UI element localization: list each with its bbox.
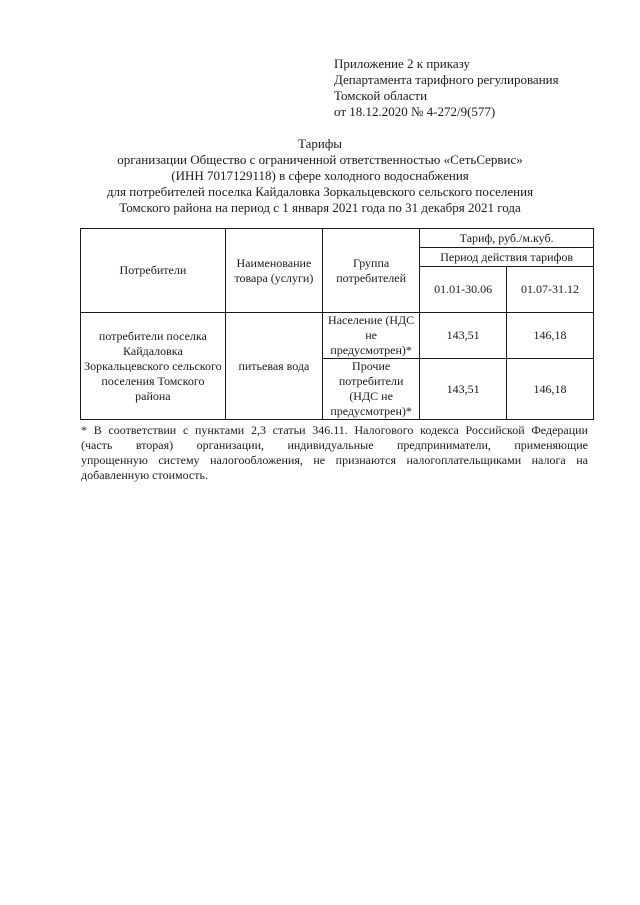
product-cell: питьевая вода: [225, 313, 322, 420]
tariff-value-cell: 143,51: [420, 313, 507, 359]
tariff-table: [80, 228, 594, 420]
group-cell: Прочие потребители (НДС не предусмотрен)*: [323, 359, 420, 420]
tariff-value-cell: 146,18: [507, 313, 594, 359]
consumer-cell: потребители поселка Кайдаловка Зоркальцевского сельского поселения Томского района: [81, 313, 226, 420]
header-tariff: Тариф, руб./м.куб.: [420, 229, 594, 248]
footnote: [81, 423, 588, 483]
title-line: (ИНН 7017129118) в сфере холодного водоснабжения: [171, 168, 469, 183]
header-product: Наименование товара (услуги): [225, 229, 322, 313]
tariff-value-cell: 143,51: [420, 359, 507, 420]
header-period: Период действия тарифов: [420, 248, 594, 267]
appendix-line: Томской области: [334, 88, 428, 103]
header-consumers: Потребители: [81, 229, 226, 313]
header-group: Группа потребителей: [323, 229, 420, 313]
footnote-line: упрощенную систему налогообложения, не признаются налогоплательщиками налога на: [81, 453, 588, 467]
appendix-line: Приложение 2 к приказу: [334, 56, 471, 71]
header-period-2: 01.07-31.12: [507, 267, 594, 313]
group-cell: Население (НДС не предусмотрен)*: [323, 313, 420, 359]
tariff-value-cell: 146,18: [507, 359, 594, 420]
title-line: организации Общество с ограниченной ответственностью «СетьСервис»: [117, 152, 523, 167]
appendix-line: от 18.12.2020 № 4-272/9(577): [334, 104, 496, 119]
appendix-reference: [334, 56, 559, 120]
footnote-line: добавленную стоимость.: [81, 468, 208, 482]
footnote-line: (часть вторая) организации, индивидуальные предприниматели, применяющие: [81, 438, 588, 452]
document-title: [0, 136, 640, 216]
title-line: Томского района на период с 1 января 2021 года по 31 декабря 2021 года: [119, 200, 521, 215]
header-period-1: 01.01-30.06: [420, 267, 507, 313]
footnote-line: * В соответствии с пунктами 2,3 статьи 346.11. Налогового кодекса Российской Федерации: [81, 423, 588, 437]
appendix-line: Департамента тарифного регулирования: [334, 72, 559, 87]
title-line: для потребителей поселка Кайдаловка Зоркальцевского сельского поселения: [106, 184, 534, 199]
title-line: Тарифы: [297, 136, 342, 151]
table-row: [81, 313, 594, 359]
